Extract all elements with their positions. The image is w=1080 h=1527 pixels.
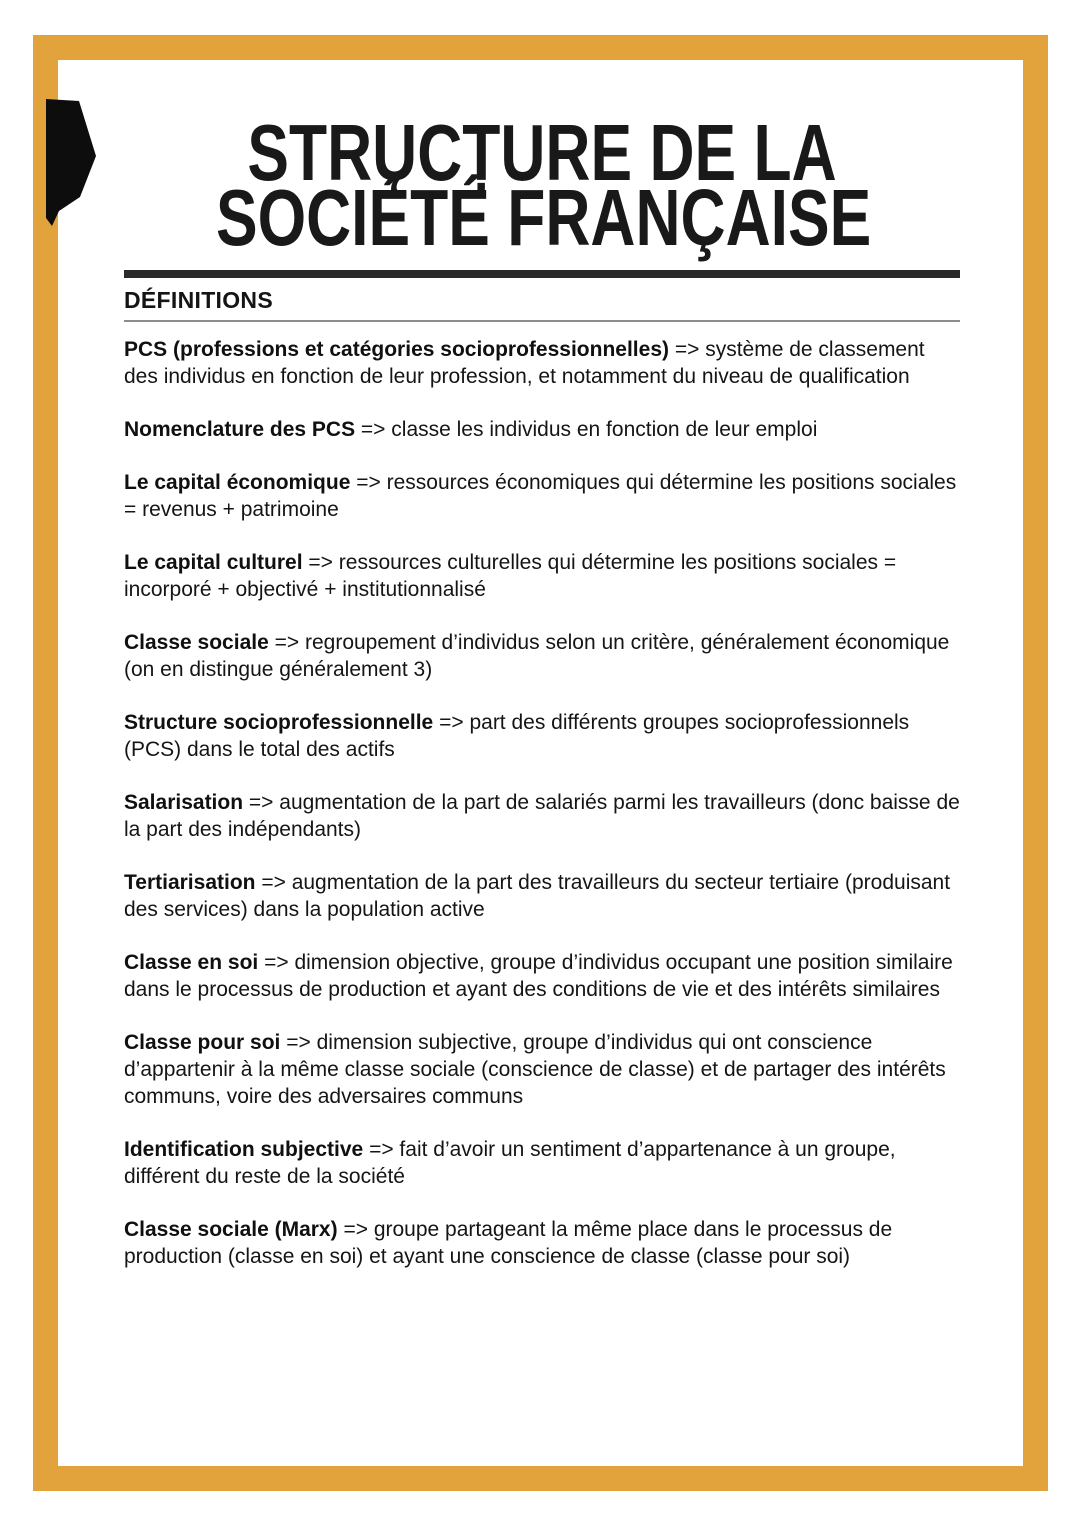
page-title: [215, 108, 872, 262]
definition-term: Le capital économique: [124, 471, 351, 494]
definition-item: [124, 336, 960, 390]
definition-text: => classe les individus en fonction de leur emploi: [360, 418, 818, 441]
definition-item: [124, 869, 960, 923]
definition-term: Nomenclature des PCS: [124, 418, 356, 441]
definition-text: => dimension objective, groupe d’individus occupant une position similaire dans le processus de production et ayant des conditions de vie et des intérêts similaires: [124, 951, 953, 1001]
title-divider: [124, 270, 960, 278]
definition-item: [124, 629, 960, 683]
page-title-line-2: SOCIÉTÉ FRANÇAISE: [215, 173, 872, 262]
definition-item: [124, 949, 960, 1003]
definition-text: => système de classement des individus en fonction de leur profession, et notamment du niveau de qualification: [124, 338, 925, 388]
definition-term: Le capital culturel: [124, 551, 303, 574]
definition-text: => ressources économiques qui détermine les positions sociales = revenus + patrimoine: [124, 471, 957, 521]
definition-text: => dimension subjective, groupe d’individus qui ont conscience d’appartenir à la même classe sociale (conscience de classe) et de partager des intérêts communs, voire des adversaires communs: [124, 1031, 946, 1108]
definition-item: [124, 1029, 960, 1110]
bookmark-icon: [46, 99, 97, 227]
definition-term: Structure socioprofessionnelle: [124, 711, 434, 734]
definition-text: => augmentation de la part de salariés parmi les travailleurs (donc baisse de la part des indépendants): [124, 791, 960, 841]
definition-text: => regroupement d’individus selon un critère, généralement économique (on en distingue généralement 3): [124, 631, 950, 681]
page-title-line-1: STRŲCȚURE DE LA: [247, 108, 837, 197]
definition-item: [124, 416, 960, 443]
definition-term: Classe en soi: [124, 951, 259, 974]
definition-item: [124, 709, 960, 763]
definition-text: => augmentation de la part des travailleurs du secteur tertiaire (produisant des services) dans la population active: [124, 871, 951, 921]
definition-term: Tertiarisation: [124, 871, 256, 894]
section-heading: DÉFINITIONS: [124, 287, 273, 313]
definition-term: Classe sociale (Marx): [124, 1218, 338, 1241]
definition-text: => part des différents groupes socioprofessionnels (PCS) dans le total des actifs: [124, 711, 910, 761]
definition-item: [124, 1136, 960, 1190]
definition-text: => groupe partageant la même place dans le processus de production (classe en soi) et ayant une conscience de classe (classe pour soi): [124, 1218, 893, 1268]
definition-term: Identification subjective: [124, 1138, 364, 1161]
section-divider: [124, 320, 960, 322]
definition-item: [124, 469, 960, 523]
definition-term: Salarisation: [124, 791, 244, 814]
definition-text: => ressources culturelles qui détermine les positions sociales = incorporé + objectivé + institutionnalisé: [124, 551, 897, 601]
definition-text: => fait d’avoir un sentiment d’appartenance à un groupe, différent du reste de la société: [124, 1138, 896, 1188]
definition-item: [124, 789, 960, 843]
definition-term: Classe pour soi: [124, 1031, 281, 1054]
definitions-list: [124, 336, 960, 1270]
definition-item: [124, 1216, 960, 1270]
page-frame: [33, 35, 1048, 1491]
definition-item: [124, 549, 960, 603]
definition-term: PCS (professions et catégories socioprofessionnelles): [124, 338, 669, 361]
definition-term: Classe sociale: [124, 631, 269, 654]
page-content: [58, 108, 1023, 1270]
